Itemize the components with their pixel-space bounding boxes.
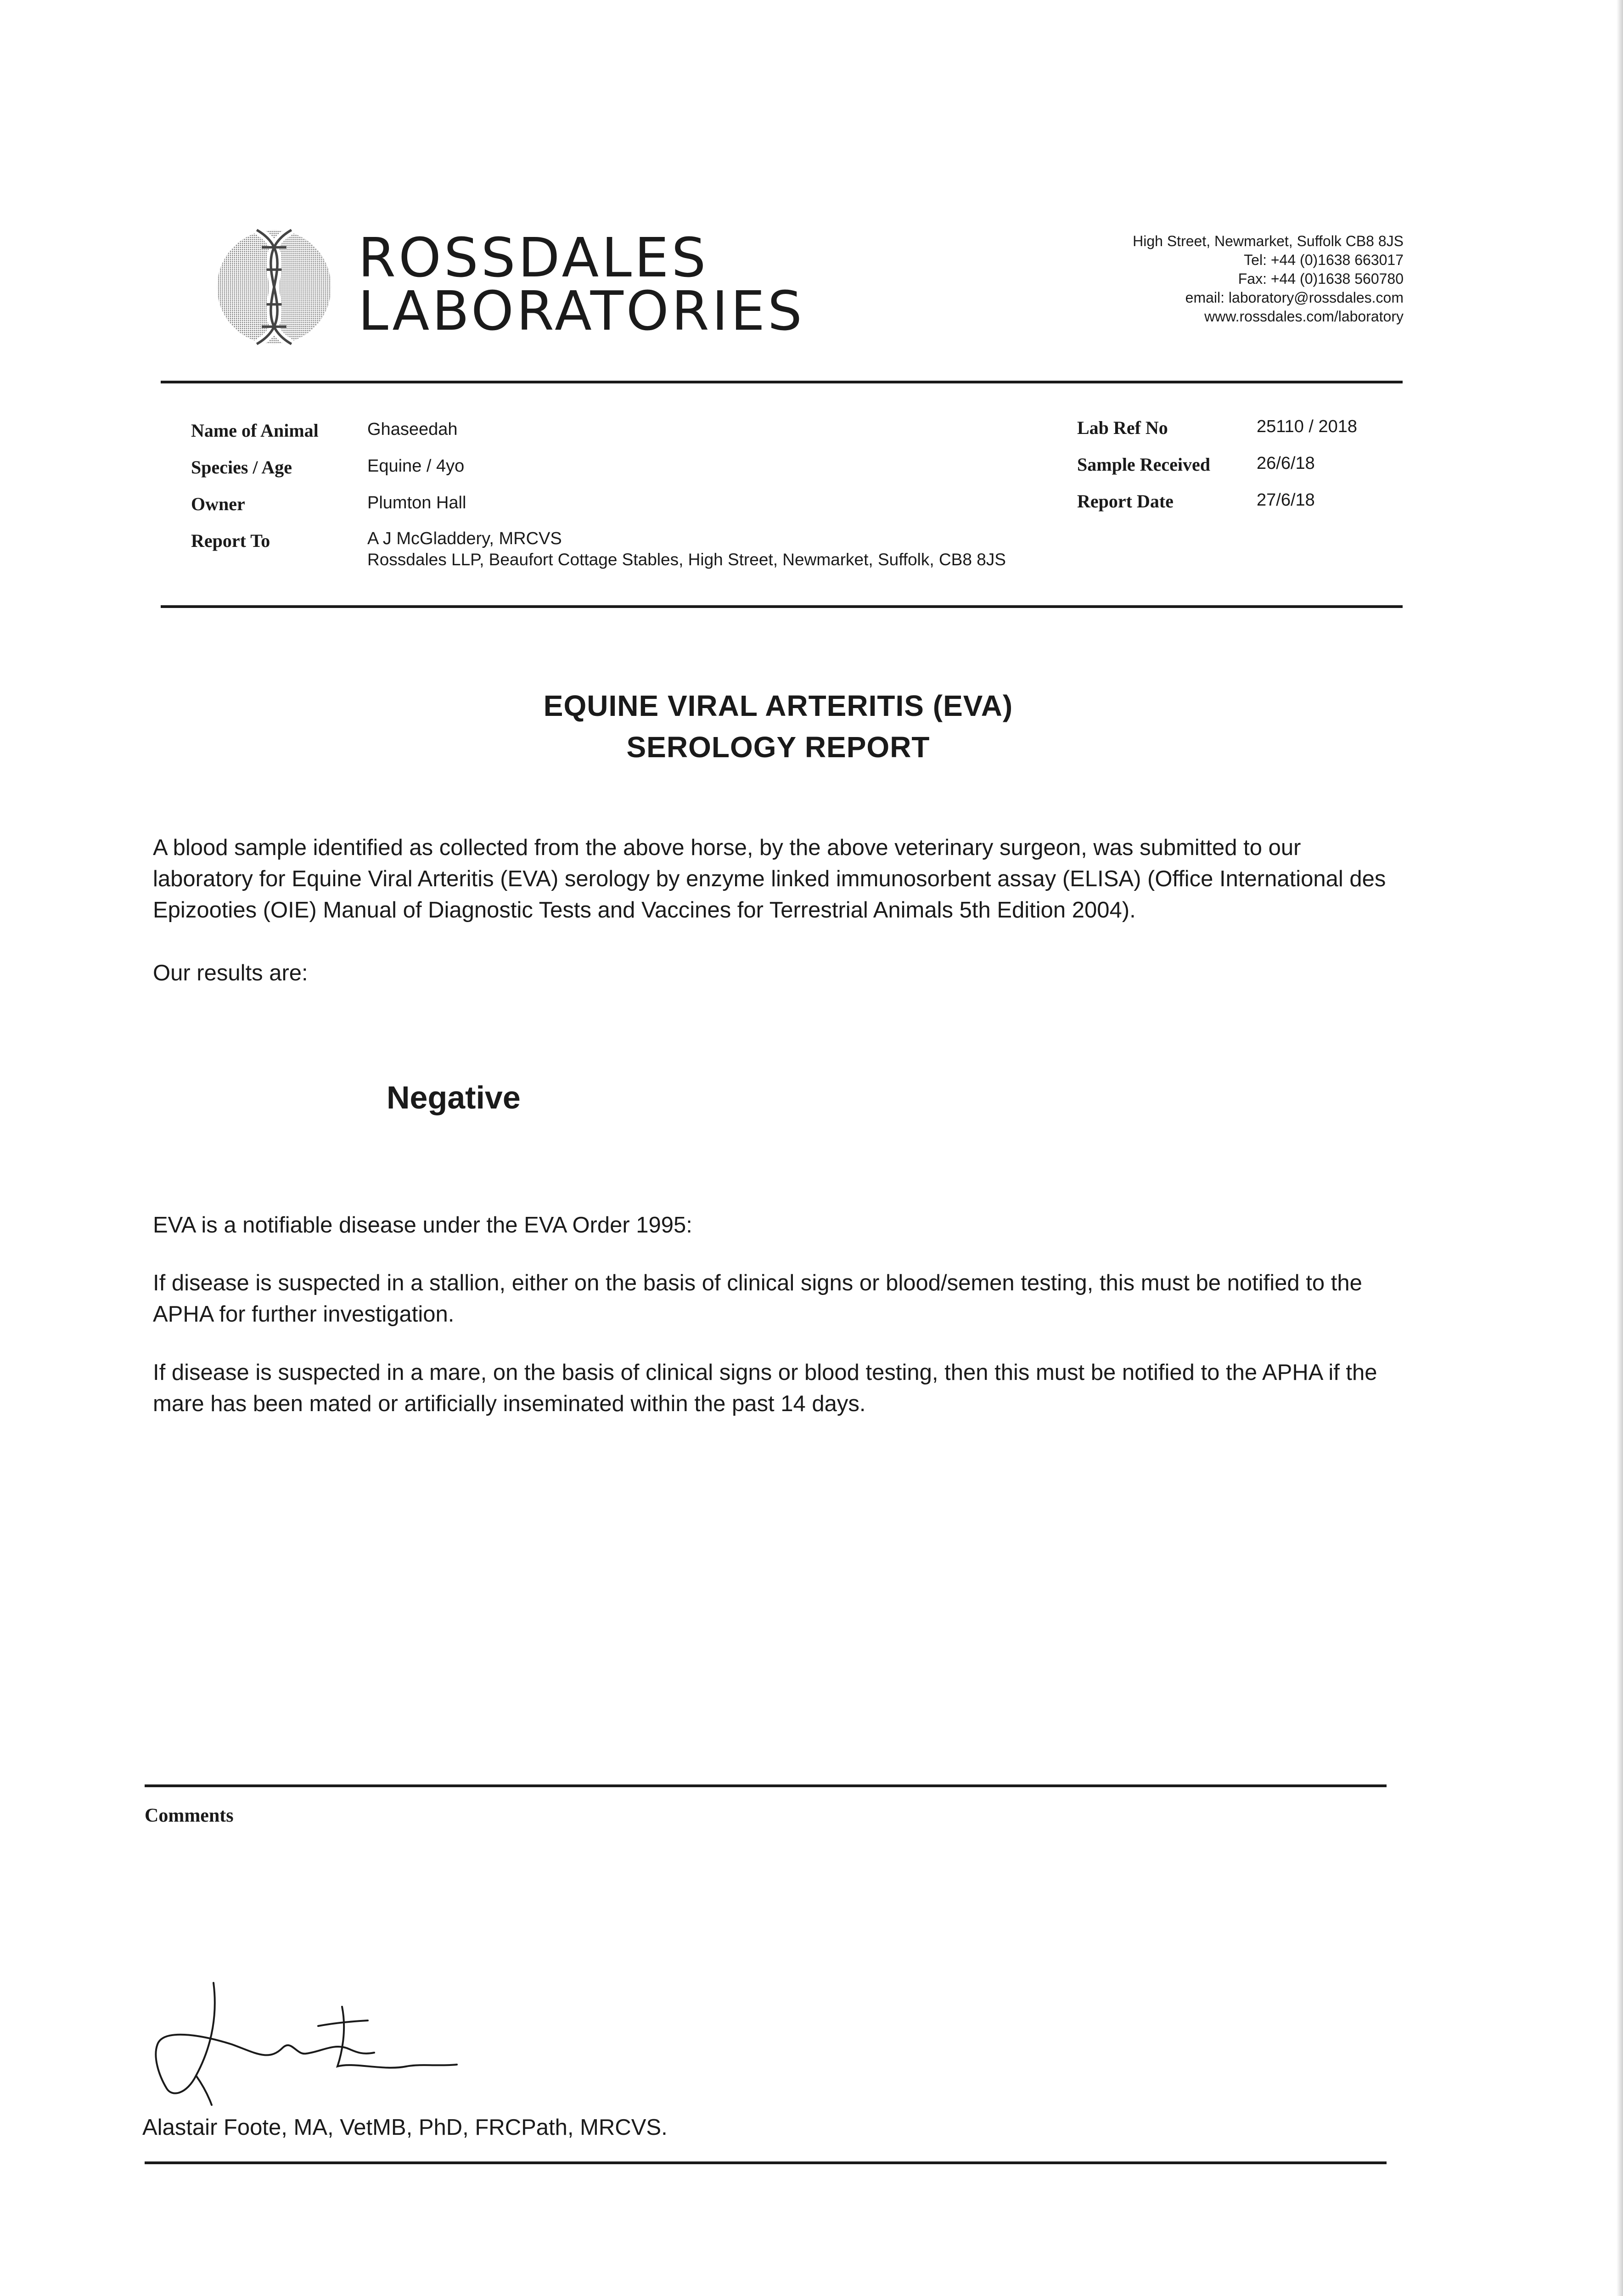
dna-helix-icon — [212, 225, 336, 349]
header-divider — [161, 381, 1403, 383]
species-age-value: Equine / 4yo — [367, 456, 465, 476]
report-to-label: Report To — [191, 530, 270, 551]
brand-name-line2: LABORATORIES — [358, 279, 805, 343]
scan-edge-shadow — [1617, 0, 1623, 2296]
signature-image — [145, 1975, 475, 2112]
stallion-note: If disease is suspected in a stallion, either on the basis of clinical signs or blood/semen testing, this must be notified to the APHA for further investigation. — [153, 1271, 1362, 1327]
fax: Fax: +44 (0)1638 560780 — [1238, 270, 1404, 287]
telephone: Tel: +44 (0)1638 663017 — [1244, 252, 1404, 268]
website-link[interactable]: www.rossdales.com/laboratory — [1204, 308, 1404, 325]
name-of-animal-label: Name of Animal — [191, 420, 319, 441]
report-to-name: A J McGladdery, MRCVS — [367, 529, 562, 548]
lab-ref-value: 25110 / 2018 — [1257, 417, 1358, 436]
name-of-animal-value: Ghaseedah — [367, 420, 458, 439]
report-date-label: Report Date — [1077, 491, 1174, 512]
address: High Street, Newmarket, Suffolk CB8 8JS — [1133, 233, 1404, 249]
report-title: EQUINE VIRAL ARTERITIS (EVA) — [543, 689, 1013, 722]
comments-divider — [145, 1784, 1387, 1787]
mare-note: If disease is suspected in a mare, on the basis of clinical signs or blood testing, then this must be notified to the APHA if the mare has been mated or artificially inseminated within the past 14 days. — [153, 1360, 1377, 1416]
footer-divider — [145, 2161, 1387, 2164]
sample-received-value: 26/6/18 — [1257, 454, 1315, 473]
details-divider — [161, 605, 1403, 608]
report-date-value: 27/6/18 — [1257, 490, 1315, 510]
intro-paragraph: A blood sample identified as collected from the above horse, by the above veterinary surgeon, was submitted to our laboratory for Equine Viral Arteritis (EVA) serology by enzyme linked immunosorbent assay (ELISA) (Office International des Epizooties (OIE) Manual of Diagnostic Tests and Vaccines for Terrestrial Animals 5th Edition 2004). — [153, 835, 1386, 923]
lab-ref-label: Lab Ref No — [1077, 417, 1168, 438]
report-to-address: Rossdales LLP, Beaufort Cottage Stables, High Street, Newmarket, Suffolk, CB8 8JS — [367, 550, 1006, 569]
test-result: Negative — [387, 1080, 521, 1115]
email-link[interactable]: email: laboratory@rossdales.com — [1185, 289, 1404, 306]
results-intro: Our results are: — [153, 961, 308, 985]
comments-label: Comments — [145, 1805, 234, 1826]
owner-value: Plumton Hall — [367, 493, 466, 512]
signatory-name: Alastair Foote, MA, VetMB, PhD, FRCPath, MRCVS. — [142, 2115, 668, 2140]
species-age-label: Species / Age — [191, 457, 292, 478]
contact-block — [1133, 232, 1404, 326]
sample-received-label: Sample Received — [1077, 454, 1210, 475]
notifiable-statement: EVA is a notifiable disease under the EVA Order 1995: — [153, 1213, 692, 1238]
owner-label: Owner — [191, 494, 245, 514]
brand-name-line1: ROSSDALES — [358, 226, 709, 289]
report-subtitle: SEROLOGY REPORT — [626, 731, 930, 764]
